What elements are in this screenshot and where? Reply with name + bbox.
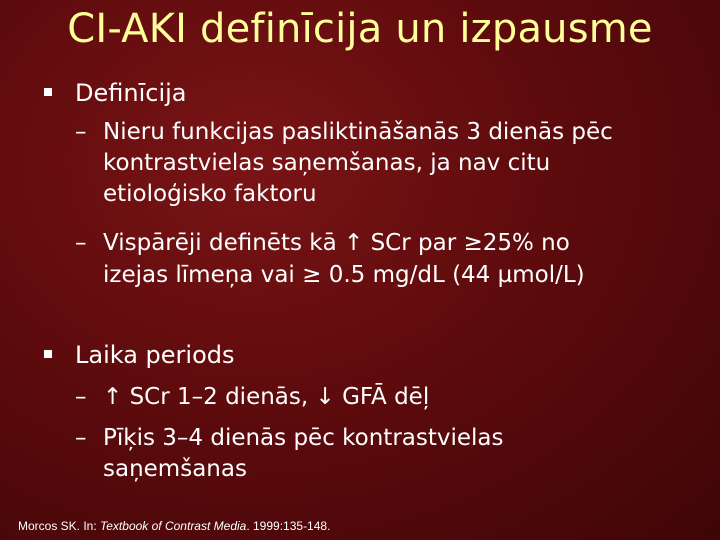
definition-item-1-line-1: Nieru funkcijas pasliktināšanās 3 dienās pēc xyxy=(103,119,613,145)
definition-item-1-line-2: kontrastvielas saņemšanas, ja nav citu xyxy=(103,150,551,176)
definition-item-2-line-1: Vispārēji definēts kā ↑ SCr par ≥25% no xyxy=(103,230,570,256)
dash-icon: – xyxy=(75,384,87,410)
slide-title: CI-AKI definīcija un izpausme xyxy=(67,6,653,52)
dash-icon: – xyxy=(75,119,87,145)
section-heading-definition: Definīcija xyxy=(75,79,187,107)
definition-item-2-line-2: izejas līmeņa vai ≥ 0.5 mg/dL (44 µmol/L) xyxy=(103,262,585,288)
citation-authors: Morcos SK. In: xyxy=(18,519,101,533)
citation xyxy=(18,519,330,533)
time-item-2-line-1: Pīķis 3–4 dienās pēc kontrastvielas xyxy=(103,425,504,451)
citation-details: . 1999:135-148. xyxy=(246,519,331,533)
dash-icon: – xyxy=(75,230,87,256)
citation-source: Textbook of Contrast Media xyxy=(100,519,247,533)
definition-item-1-line-3: etioloģisko faktoru xyxy=(103,181,317,207)
time-item-2-line-2: saņemšanas xyxy=(103,456,247,482)
section-heading-time-period: Laika periods xyxy=(75,341,235,369)
bullet-square-icon xyxy=(44,88,52,96)
time-item-1: ↑ SCr 1–2 dienās, ↓ GFĀ dēļ xyxy=(103,384,430,410)
dash-icon: – xyxy=(75,425,87,451)
bullet-square-icon xyxy=(44,350,52,358)
